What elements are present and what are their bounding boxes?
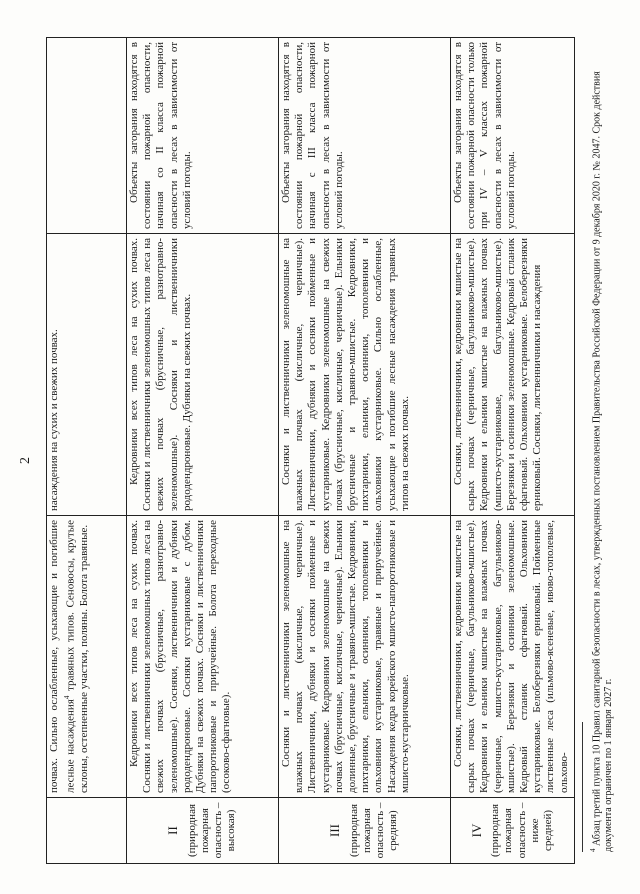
table-row xyxy=(451,38,575,864)
forest-types-cell-b: Сосняки и лиственничники зеленомошные на влажных почвах (кисличные, черничные). Лиственничники, дубняки и сосняки пойменные и кустарниковые. Кедровники зеленомошные на свежих почвах (брусничные, кисличные, черничные). Ельники брусничные и травяно-мшистые. Кедровники, пихтарники, ельники, осинники, тополевники и ольховники кустарниковые. Сильно ослабленные, усыхающие и погибшие лесные насаждения травяных типов на свежих почвах. xyxy=(279,234,451,516)
cell-text-continued: травяных типов. Сеновосы, крутые склоны, остепненные участки, поляны. Болота травяные. xyxy=(64,520,91,793)
class-description: (природная пожарная опасность – высокая) xyxy=(185,802,238,859)
forest-types-cell-a: Кедровники всех типов леса на сухих почвах. Сосняки и лиственничники зеленомошных типов леса на свежих почвах (брусничные, разнотравно-зеленомошные). Сосняки, лиственничники и дубняки рододендроновые. Сосняки кустарниковые с дубом. Дубняки на свежих почвах. Сосняки и лиственничники папоротниковые и приручейные. Болота переходные (осоково-сфагновые). xyxy=(127,516,279,798)
page-number: 2 xyxy=(18,457,33,464)
condition-cell xyxy=(47,38,127,234)
forest-types-cell-a: Сосняки и лиственничники зеленомошные на влажных почвах (кисличные, черничные). Лиственничники, дубняки и сосняки пойменные и кустарниковые. Кедровники зеленомошные на свежих почвах (брусничные, кисличные, черничные). Ельники долинные, брусничные и травяно-мшистые. Кедровники, пихтарники, ельники, осинники, тополевники и ольховники кустарниковые, травяные и приручейные. Насаждения кедра корейского мшисто-папоротниковые и мшисто-кустарничковые. xyxy=(279,516,451,798)
footnote xyxy=(587,32,615,852)
forest-types-cell-a xyxy=(47,516,127,798)
class-cell xyxy=(47,798,127,864)
condition-cell: Объекты загорания находятся в состоянии пожарной опасности, начиная с III класса пожарной опасности в лесах в зависимости от условий погоды. xyxy=(279,38,451,234)
cell-text: почвах. Сильно ослабленные, усыхающие и погибшие лесные насаждения xyxy=(48,520,77,793)
condition-cell: Объекты загорания находятся в состоянии пожарной опасности только при IV – V классах пожарной опасности в лесах в зависимости от условий погоды. xyxy=(451,38,575,234)
class-description: (природная пожарная опасность – средняя) xyxy=(347,802,400,859)
footnote-marker: 4 xyxy=(589,848,597,852)
condition-cell: Объекты загорания находятся в состоянии пожарной опасности, начиная со II класса пожарной опасности в лесах в зависимости от условий погоды. xyxy=(127,38,279,234)
footnote-text: Абзац третий пункта 10 Правил санитарной безопасности в лесах, утвержденных постановлением Правительства Российской Федерации от 9 декабря 2020 г. № 2047. Срок действия документа ограничен по 1 января 2027 г. xyxy=(591,71,615,852)
forest-types-cell-b: Сосняки, лиственничники, кедровники мшистые на сырых почвах (черничные, багульниково-мшистые). Кедровники и ельники мшистые на влажных почвах (мшисто-кустарниковые, багульниково-мшистые). Березняки и осинники зеленомошные. Кедровый стланик сфагновый. Ольховники кустарниковые. Белоберезняки ерниковый. Сосняки, лиственничники и насаждения xyxy=(451,234,575,516)
table-row xyxy=(127,38,279,864)
class-cell xyxy=(279,798,451,864)
class-cell xyxy=(451,798,575,864)
fire-danger-table xyxy=(46,37,575,864)
class-description: (природная пожарная опасность – ниже средней) xyxy=(489,802,554,859)
class-number: III xyxy=(327,824,343,837)
class-number: II xyxy=(165,826,181,835)
footnote-ref: 4 xyxy=(63,695,72,700)
class-cell xyxy=(127,798,279,864)
class-number: IV xyxy=(468,823,484,838)
forest-types-cell-b: Кедровники всех типов леса на сухих почвах. Сосняки и лиственничники зеленомошных типов леса на свежих почвах (брусничные, разнотравно-зеленомошные). Сосняки и лиственничники рододендроновые. Дубняки на свежих почвах. xyxy=(127,234,279,516)
footnote-separator xyxy=(582,722,583,852)
table-row xyxy=(47,38,127,864)
table-row xyxy=(279,38,451,864)
forest-types-cell-a: Сосняки, лиственничники, кедровники мшистые на сырых почвах (черничные, багульниково-мшистые). Кедровники и ельники мшистые на влажных почвах (черничные, мшисто-кустарниковые, багульниково-мшистые). Березняки и осинники зеленомошные. Кедровый стланик сфагновый. Ольховники кустарниковые. Белоберезняки ерниковый. Пойменные лиственные леса (ильмово-ясеневые, ивово-тополевые, ольхово- xyxy=(451,516,575,798)
forest-types-cell-b: насаждения на сухих и свежих почвах. xyxy=(47,234,127,516)
